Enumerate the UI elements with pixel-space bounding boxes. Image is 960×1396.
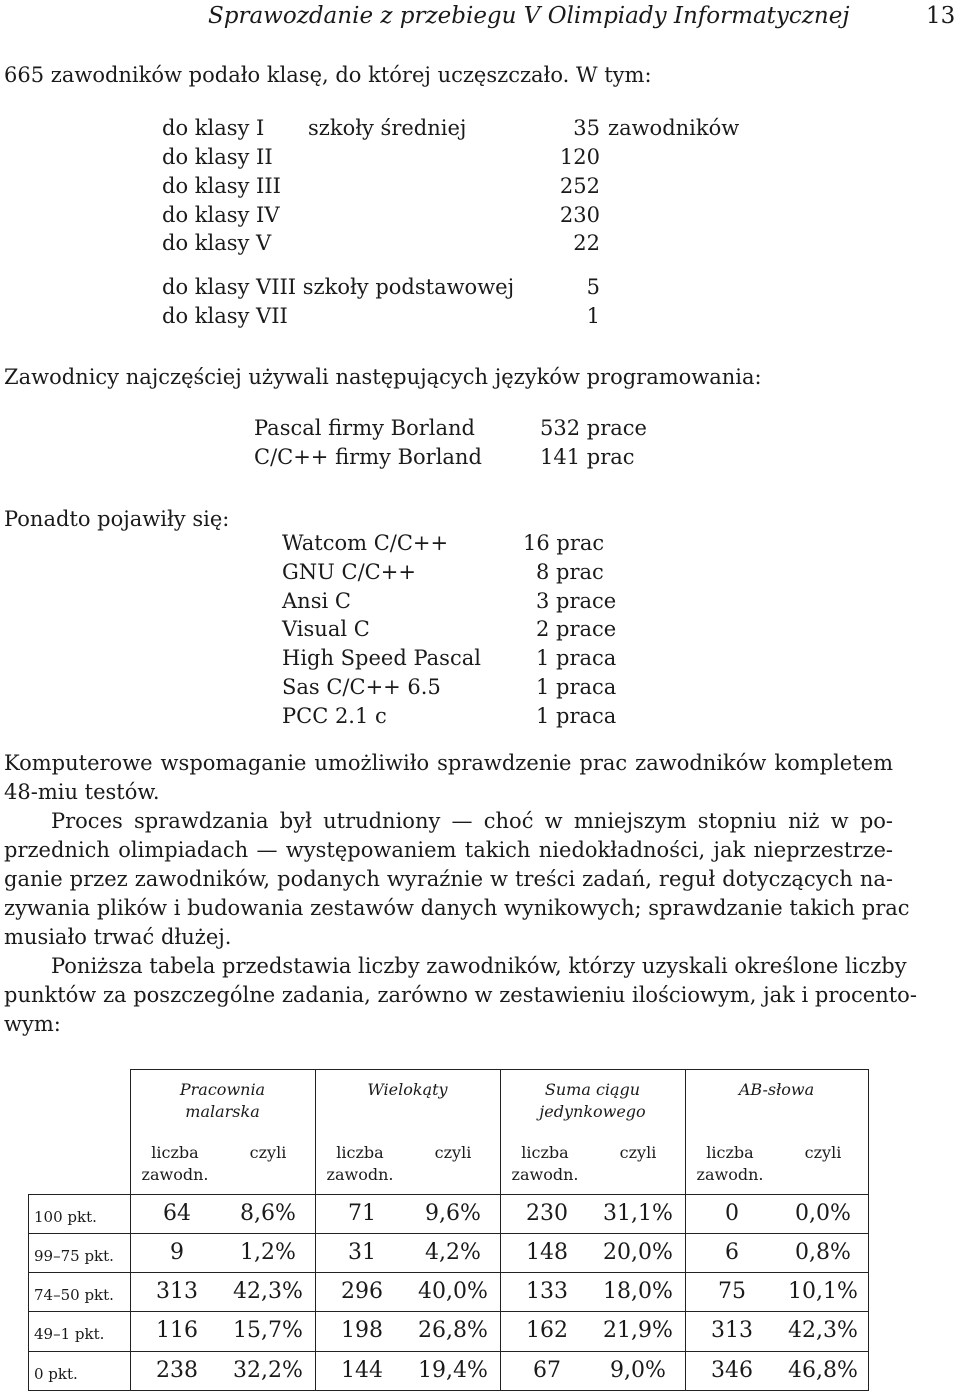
percent-cell: 0,0% bbox=[795, 1201, 851, 1226]
count-cell: 144 bbox=[341, 1358, 383, 1383]
paragraph-line: przednich olimpiadach — występowaniem takich niedokładności, jak nieprzestrze- bbox=[4, 838, 893, 862]
language-count: 141 prac bbox=[540, 445, 635, 469]
language-name: C/C++ firmy Borland bbox=[254, 445, 482, 469]
percent-cell: 21,9% bbox=[603, 1318, 673, 1343]
count-subheading bbox=[130, 1142, 220, 1186]
language-name: Watcom C/C++ bbox=[282, 531, 449, 555]
count-cell: 133 bbox=[526, 1279, 568, 1304]
percent-subheading: czyli bbox=[434, 1143, 472, 1162]
paragraph-checking bbox=[4, 807, 910, 952]
percent-cell: 1,2% bbox=[240, 1240, 296, 1265]
table-rule bbox=[28, 1351, 869, 1352]
grade-label: do klasy VIII szkoły podstawowej bbox=[162, 275, 515, 299]
language-count: 3 prace bbox=[536, 589, 617, 613]
count-cell: 64 bbox=[163, 1201, 191, 1226]
grade-label: do klasy III bbox=[162, 174, 281, 198]
language-name: Ansi C bbox=[282, 589, 351, 613]
count-cell: 238 bbox=[156, 1358, 198, 1383]
percent-cell: 31,1% bbox=[603, 1201, 673, 1226]
count-cell: 75 bbox=[718, 1279, 746, 1304]
task-heading-line: Wielokąty bbox=[367, 1080, 448, 1099]
grade-school: szkoły średniej bbox=[308, 116, 467, 140]
task-heading-line: malarska bbox=[185, 1102, 260, 1121]
row-label: 100 pkt. bbox=[34, 1208, 97, 1226]
grade-label: do klasy IV bbox=[162, 203, 280, 227]
row-label: 74–50 pkt. bbox=[34, 1286, 114, 1304]
language-name: High Speed Pascal bbox=[282, 646, 481, 670]
count-cell: 296 bbox=[341, 1279, 383, 1304]
grade-count: 252 bbox=[559, 174, 600, 198]
language-count: 2 prace bbox=[536, 617, 617, 641]
percent-cell: 19,4% bbox=[418, 1358, 488, 1383]
percent-cell: 42,3% bbox=[233, 1279, 303, 1304]
percent-subheading: czyli bbox=[804, 1143, 842, 1162]
paragraph-testing bbox=[4, 749, 893, 807]
subheading-line: zawodn. bbox=[326, 1165, 394, 1184]
grade-count: 1 bbox=[586, 304, 600, 328]
grade-count: 230 bbox=[559, 203, 600, 227]
subheading-line: liczba bbox=[151, 1143, 199, 1162]
count-cell: 313 bbox=[156, 1279, 198, 1304]
table-rule bbox=[28, 1272, 869, 1273]
paragraph-line: Poniższa tabela przedstawia liczby zawodników, którzy uzyskali określone liczby bbox=[51, 954, 907, 978]
table-rule bbox=[28, 1194, 29, 1391]
task-heading-line: Pracownia bbox=[179, 1080, 266, 1099]
page-number: 13 bbox=[926, 3, 956, 29]
grade-label: do klasy VII bbox=[162, 304, 288, 328]
task-heading-line: Suma ciągu bbox=[544, 1080, 641, 1099]
percent-cell: 9,0% bbox=[610, 1358, 666, 1383]
task-heading bbox=[685, 1079, 868, 1101]
grade-label: do klasy I bbox=[162, 116, 265, 140]
count-cell: 71 bbox=[348, 1201, 376, 1226]
percent-cell: 10,1% bbox=[788, 1279, 858, 1304]
percent-cell: 4,2% bbox=[425, 1240, 481, 1265]
language-count: 8 prac bbox=[536, 560, 604, 584]
row-label: 99–75 pkt. bbox=[34, 1247, 114, 1265]
running-header: Sprawozdanie z przebiegu V Olimpiady Informatycznej bbox=[208, 3, 850, 29]
percent-subheading: czyli bbox=[249, 1143, 287, 1162]
percent-cell: 8,6% bbox=[240, 1201, 296, 1226]
grade-count: 5 bbox=[586, 275, 600, 299]
paragraph-line: musiało trwać dłużej. bbox=[4, 925, 232, 949]
subheading-line: liczba bbox=[706, 1143, 754, 1162]
count-cell: 162 bbox=[526, 1318, 568, 1343]
language-count: 1 praca bbox=[536, 646, 617, 670]
grade-unit: zawodników bbox=[608, 116, 740, 140]
row-label: 49–1 pkt. bbox=[34, 1325, 105, 1343]
percent-subheading: czyli bbox=[619, 1143, 657, 1162]
percent-cell: 46,8% bbox=[788, 1358, 858, 1383]
table-rule bbox=[28, 1233, 869, 1234]
count-cell: 67 bbox=[533, 1358, 561, 1383]
grade-count: 120 bbox=[559, 145, 600, 169]
count-cell: 116 bbox=[156, 1318, 198, 1343]
language-name: Visual C bbox=[282, 617, 370, 641]
paragraph-line: punktów za poszczególne zadania, zarówno w zestawieniu ilościowym, jak i procento- bbox=[4, 983, 917, 1007]
others-intro: Ponadto pojawiły się: bbox=[4, 507, 230, 531]
results-table bbox=[28, 1069, 872, 1392]
paragraph-line: zywania plików i budowania zestawów danych wynikowych; sprawdzanie takich prac bbox=[4, 896, 910, 920]
language-count: 16 prac bbox=[523, 531, 605, 555]
subheading-line: zawodn. bbox=[696, 1165, 764, 1184]
paragraph-line: 48-miu testów. bbox=[4, 780, 160, 804]
language-name: GNU C/C++ bbox=[282, 560, 416, 584]
language-name: Pascal firmy Borland bbox=[254, 416, 475, 440]
percent-cell: 15,7% bbox=[233, 1318, 303, 1343]
table-rule bbox=[130, 1069, 868, 1070]
percent-cell: 9,6% bbox=[425, 1201, 481, 1226]
intro-text: 665 zawodników podało klasę, do której uczęszczało. W tym: bbox=[4, 63, 652, 87]
language-count: 1 praca bbox=[536, 704, 617, 728]
language-name: PCC 2.1 c bbox=[282, 704, 387, 728]
table-rule bbox=[28, 1194, 869, 1195]
language-count: 532 prace bbox=[540, 416, 647, 440]
task-heading bbox=[315, 1079, 500, 1101]
table-rule bbox=[28, 1311, 869, 1312]
task-heading-line: AB-słowa bbox=[738, 1080, 815, 1099]
row-label: 0 pkt. bbox=[34, 1365, 78, 1383]
task-heading bbox=[500, 1079, 685, 1123]
paragraph-line: Proces sprawdzania był utrudniony — choć w mniejszym stopniu niż w po- bbox=[51, 809, 893, 833]
paragraph-table-intro bbox=[4, 952, 917, 1039]
subheading-line: zawodn. bbox=[141, 1165, 209, 1184]
language-count: 1 praca bbox=[536, 675, 617, 699]
percent-cell: 0,8% bbox=[795, 1240, 851, 1265]
grade-count: 22 bbox=[573, 231, 600, 255]
subheading-line: liczba bbox=[521, 1143, 569, 1162]
count-cell: 313 bbox=[711, 1318, 753, 1343]
table-rule bbox=[868, 1069, 869, 1194]
percent-cell: 26,8% bbox=[418, 1318, 488, 1343]
grade-label: do klasy V bbox=[162, 231, 272, 255]
languages-intro: Zawodnicy najczęściej używali następujących języków programowania: bbox=[4, 365, 762, 389]
grade-label: do klasy II bbox=[162, 145, 273, 169]
grade-count: 35 bbox=[573, 116, 600, 140]
paragraph-line: Komputerowe wspomaganie umożliwiło sprawdzenie prac zawodników kompletem bbox=[4, 751, 893, 775]
count-cell: 198 bbox=[341, 1318, 383, 1343]
subheading-line: liczba bbox=[336, 1143, 384, 1162]
table-rule bbox=[28, 1390, 869, 1391]
count-cell: 148 bbox=[526, 1240, 568, 1265]
task-heading bbox=[130, 1079, 315, 1123]
language-name: Sas C/C++ 6.5 bbox=[282, 675, 441, 699]
paragraph-line: ganie przez zawodników, podanych wyraźnie w treści zadań, reguł dotyczących na- bbox=[4, 867, 893, 891]
percent-cell: 18,0% bbox=[603, 1279, 673, 1304]
count-cell: 6 bbox=[725, 1240, 739, 1265]
count-cell: 346 bbox=[711, 1358, 753, 1383]
percent-cell: 42,3% bbox=[788, 1318, 858, 1343]
percent-cell: 32,2% bbox=[233, 1358, 303, 1383]
count-cell: 9 bbox=[170, 1240, 184, 1265]
count-subheading bbox=[500, 1142, 590, 1186]
percent-cell: 20,0% bbox=[603, 1240, 673, 1265]
count-cell: 0 bbox=[725, 1201, 739, 1226]
count-cell: 230 bbox=[526, 1201, 568, 1226]
count-cell: 31 bbox=[348, 1240, 376, 1265]
count-subheading bbox=[315, 1142, 405, 1186]
percent-cell: 40,0% bbox=[418, 1279, 488, 1304]
paragraph-line: wym: bbox=[4, 1012, 61, 1036]
task-heading-line: jedynkowego bbox=[539, 1102, 646, 1121]
count-subheading bbox=[685, 1142, 775, 1186]
subheading-line: zawodn. bbox=[511, 1165, 579, 1184]
